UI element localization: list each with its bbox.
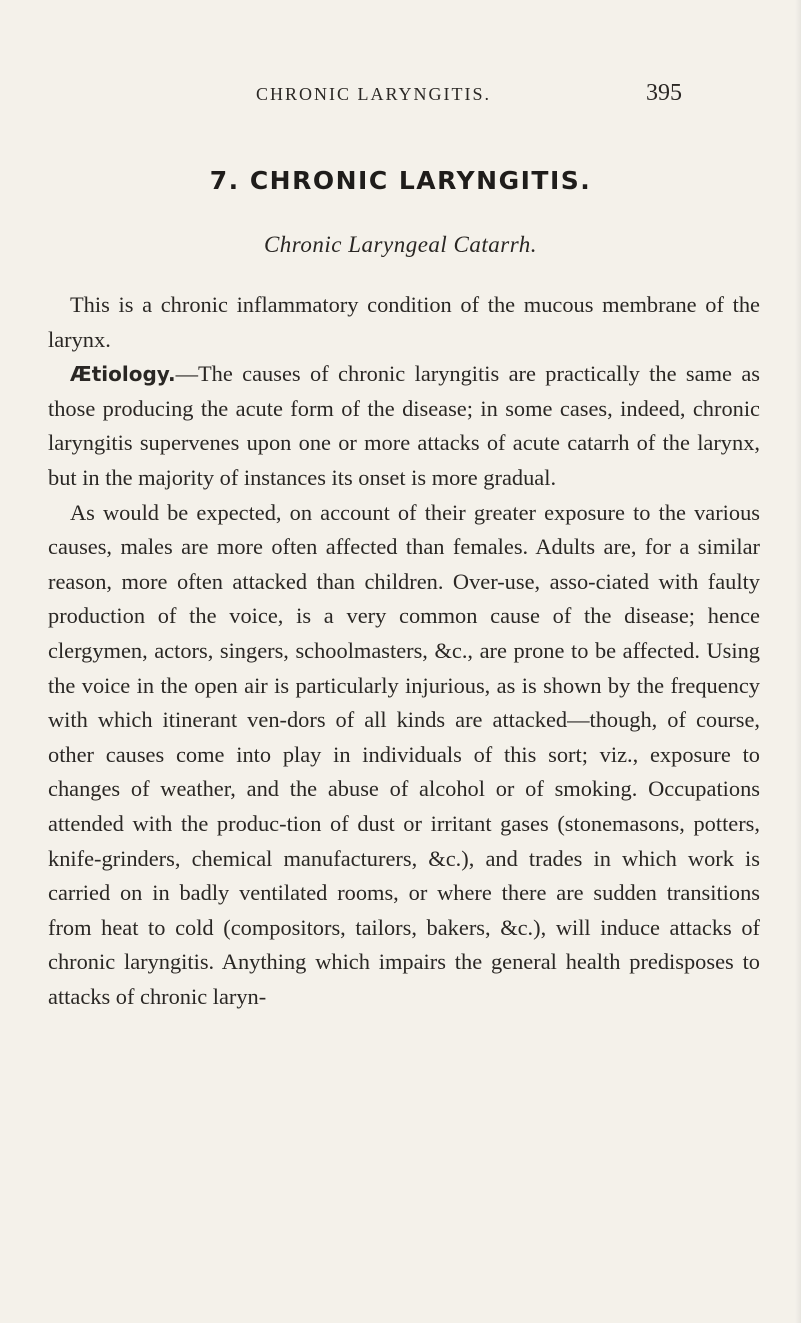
section-subtitle: Chronic Laryngeal Catarrh. xyxy=(263,232,538,257)
page-number: 395 xyxy=(646,80,682,106)
aetiology-heading: Ætiology. xyxy=(70,362,176,387)
page-edge-shadow xyxy=(795,0,801,1323)
running-head: CHRONIC LARYNGITIS. xyxy=(256,84,492,104)
aetiology-text: —The causes of chronic laryngitis are practically the same as those producing the acute form of the disease; in some cases, indeed, chronic laryngitis supervenes upon one or more attacks of acute catarrh of the larynx, but in the majority of instances its onset is more gradual. xyxy=(48,361,760,490)
section-title: 7. CHRONIC LARYNGITIS. xyxy=(209,166,592,195)
body-text xyxy=(48,288,760,1014)
intro-paragraph: This is a chronic inflammatory condition of the mucous membrane of the larynx. xyxy=(48,292,760,352)
causes-paragraph: As would be expected, on account of their greater exposure to the various causes, males are more often affected than females. Adults are, for a similar reason, more often attacked than children. Over-use, asso-ciated with faulty production of the voice, is a very common cause of the disease; hence clergymen, actors, singers, schoolmasters, &c., are prone to be affected. Using the voice in the open air is particularly injurious, as is shown by the frequency with which itinerant ven-dors of all kinds are attacked—though, of course, other causes come into play in individuals of this sort; viz., exposure to changes of weather, and the abuse of alcohol or of smoking. Occupations attended with the produc-tion of dust or irritant gases (stonemasons, potters, knife-grinders, chemical manufacturers, &c.), and trades in which work is carried on in badly ventilated rooms, or where there are sudden transitions from heat to cold (compositors, tailors, bakers, &c.), will induce attacks of chronic laryngitis. Anything which impairs the general health predisposes to attacks of chronic laryn- xyxy=(48,499,760,1009)
aetiology-paragraph xyxy=(48,357,760,495)
